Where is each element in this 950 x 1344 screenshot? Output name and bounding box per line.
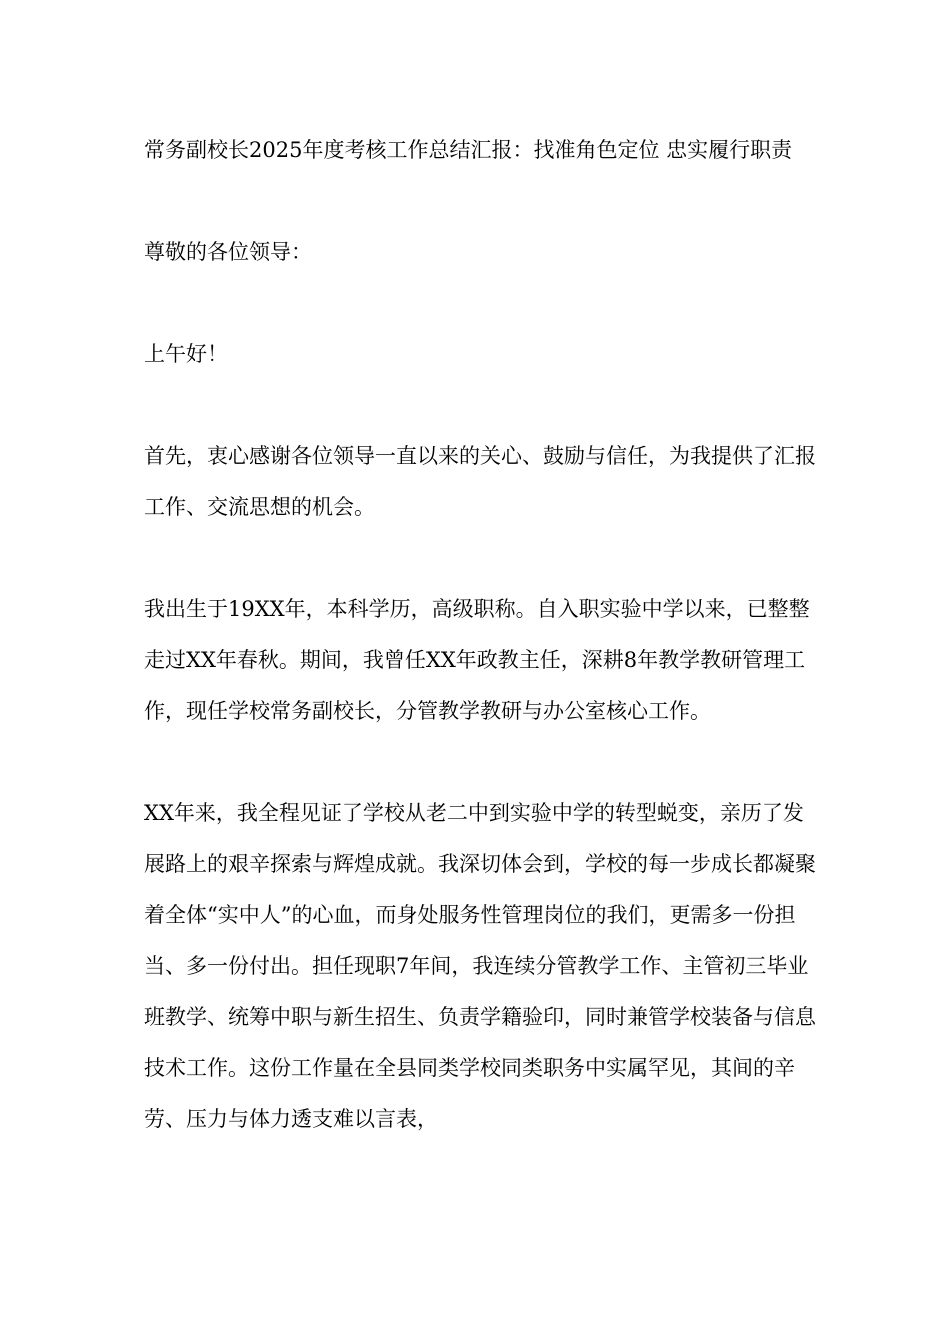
document-title: 常务副校长2025年度考核工作总结汇报：找准角色定位 忠实履行职责 <box>144 138 793 162</box>
greeting: 上午好！ <box>144 342 228 366</box>
salutation: 尊敬的各位领导： <box>144 240 312 264</box>
paragraph-background: 我出生于19XX年，本科学历，高级职称。自入职实验中学以来，已整整走过XX年春秋。期间，我曾任XX年政教主任，深耕8年教学教研管理工作，现任学校常务副校长，分管教学教研与办公室核心工作。 <box>144 597 810 723</box>
document-body <box>144 125 824 1145</box>
paragraph-thanks: 首先，衷心感谢各位领导一直以来的关心、鼓励与信任，为我提供了汇报工作、交流思想的机会。 <box>144 444 816 519</box>
paragraph-experience: XX年来，我全程见证了学校从老二中到实验中学的转型蜕变，亲历了发展路上的艰辛探索与辉煌成就。我深切体会到，学校的每一步成长都凝聚着全体“实中人”的心血，而身处服务性管理岗位的我们，更需多一份担当、多一份付出。担任现职7年间，我连续分管教学工作、主管初三毕业班教学、统筹中职与新生招生、负责学籍验印，同时兼管学校装备与信息技术工作。这份工作量在全县同类学校同类职务中实属罕见，其间的辛劳、压力与体力透支难以言表， <box>144 801 816 1131</box>
